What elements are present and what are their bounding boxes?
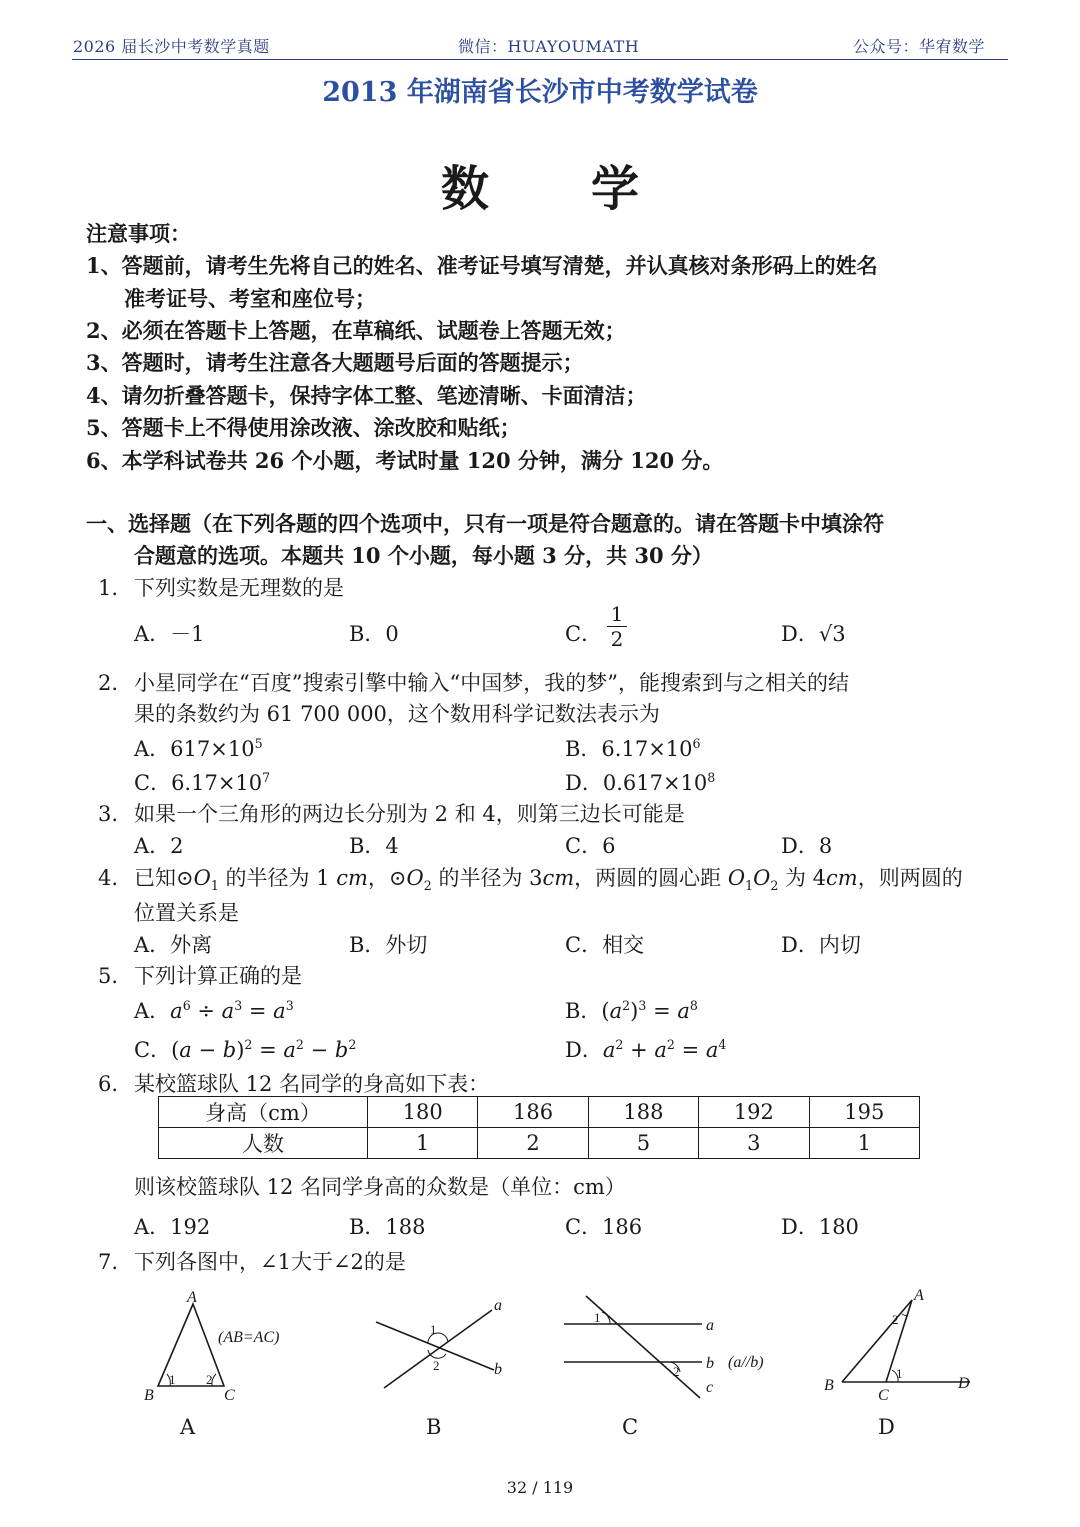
question-stem: 下列计算正确的是: [134, 964, 302, 988]
note-item: 1、答题前，请考生先将自己的姓名、准考证号填写清楚，并认真核对条形码上的姓名: [86, 253, 878, 278]
question-stem: 如果一个三角形的两边长分别为 2 和 4，则第三边长可能是: [134, 802, 685, 826]
question-2: [98, 667, 978, 697]
header-center: 微信：HUAYOUMATH: [458, 37, 640, 56]
note-item: 3、答题时，请考生注意各大题题号后面的答题提示；: [86, 350, 584, 375]
notes-heading: 注意事项：: [86, 221, 191, 246]
q2-option-c: C．$6.17\times 10^7$: [134, 770, 271, 795]
q2-option-b: B．$6.17\times 10^6$: [565, 736, 701, 761]
svg-text:C: C: [878, 1387, 889, 1404]
table-cell: 188: [588, 1097, 698, 1128]
question-3: [98, 798, 685, 828]
q5-option-b: B．$(a^2)^3 = a^8$: [565, 998, 698, 1023]
svg-text:(AB=AC): (AB=AC): [218, 1329, 280, 1346]
table-cell: 186: [478, 1097, 588, 1128]
question-stem: 下列实数是无理数的是: [134, 576, 344, 600]
svg-text:2: 2: [206, 1372, 213, 1387]
note-item: 4、请勿折叠答题卡，保持字体工整、笔迹清晰、卡面清洁；: [86, 383, 647, 408]
question-5: [98, 960, 302, 990]
heights-table: [158, 1096, 920, 1159]
svg-text:a: a: [706, 1317, 714, 1334]
svg-text:A: A: [914, 1288, 924, 1304]
header-left: 2026 届长沙中考数学真题: [73, 37, 270, 56]
svg-text:2: 2: [673, 1364, 680, 1379]
table-cell: 身高（cm）: [159, 1097, 368, 1128]
q4-option-c: C．相交: [565, 933, 645, 957]
note-item: 6、本学科试卷共 26 个小题，考试时量 120 分钟，满分 120 分。: [86, 448, 724, 473]
figure-label-d: D: [878, 1415, 895, 1439]
svg-text:B: B: [824, 1377, 834, 1394]
svg-text:a: a: [494, 1297, 502, 1314]
q6-option-a: A．192: [134, 1215, 211, 1239]
svg-text:D: D: [958, 1375, 970, 1392]
svg-text:c: c: [706, 1379, 714, 1396]
svg-text:b: b: [494, 1361, 502, 1378]
page-number: 32 / 119: [506, 1478, 574, 1497]
q1-fraction: [607, 603, 627, 650]
q4-option-d: D．内切: [781, 933, 861, 957]
svg-text:1: 1: [169, 1372, 176, 1387]
question-number: 4.: [98, 866, 119, 890]
question-6: [98, 1068, 489, 1098]
table-cell: 5: [588, 1128, 698, 1159]
doc-title: 2013 年湖南省长沙市中考数学试卷: [322, 77, 758, 108]
question-6-follow: 则该校篮球队 12 名同学身高的众数是（单位：cm）: [134, 1175, 626, 1199]
svg-text:1: 1: [594, 1310, 601, 1325]
table-cell: 192: [699, 1097, 809, 1128]
figure-a-diagram: [140, 1288, 310, 1408]
figure-label-a: A: [180, 1415, 196, 1439]
question-2-cont: 果的条数约为 61 700 000，这个数用科学记数法表示为: [134, 702, 660, 726]
question-number: 6.: [98, 1072, 119, 1096]
table-cell: 3: [699, 1128, 809, 1159]
question-stem: 下列各图中，∠1大于∠2的是: [134, 1250, 406, 1274]
figure-d-diagram: [820, 1288, 990, 1408]
q6-option-d: D．180: [781, 1215, 859, 1239]
q3-option-a: A．2: [134, 834, 184, 858]
q6-option-c: C．186: [565, 1215, 643, 1239]
q5-option-c: C．$(a - b)^2 = a^2 - b^2$: [134, 1037, 357, 1062]
q1-option-b: B．0: [349, 622, 399, 646]
fraction-denominator: 2: [610, 627, 624, 651]
q4-option-b: B．外切: [349, 933, 428, 957]
table-cell: 195: [809, 1097, 919, 1128]
question-4-cont: 位置关系是: [134, 901, 239, 925]
svg-text:A: A: [187, 1289, 197, 1306]
header-right: 公众号：华宥数学: [853, 37, 986, 56]
question-4: [98, 862, 978, 893]
q2-option-a: A．$617\times 10^5$: [134, 736, 263, 761]
q1-option-d: D．√3: [781, 622, 846, 646]
question-7: [98, 1246, 406, 1276]
question-stem: 已知$⊙O_1$ 的半径为 1 cm，$⊙O_2$ 的半径为 3cm，两圆的圆心距 $O_1O_2$ 为 4cm，则两圆的: [134, 866, 963, 894]
svg-text:B: B: [144, 1387, 154, 1404]
subject-title: 数学: [440, 161, 741, 217]
question-number: 7.: [98, 1250, 119, 1274]
q2-option-d: D．$0.617\times 10^8$: [565, 770, 716, 795]
q5-option-a: A．$a^6 \div a^3 = a^3$: [134, 998, 294, 1023]
q3-option-d: D．8: [781, 834, 833, 858]
figure-c-diagram: [560, 1288, 790, 1408]
question-1: [98, 572, 344, 602]
header-rule: [72, 59, 1008, 60]
svg-text:2: 2: [433, 1358, 440, 1373]
q1-option-a: A．－1: [134, 622, 205, 646]
q3-option-c: C．6: [565, 834, 616, 858]
q4-option-a: A．外离: [134, 933, 213, 957]
table-cell: 2: [478, 1128, 588, 1159]
svg-text:1: 1: [430, 1322, 437, 1337]
figure-b-diagram: [370, 1288, 520, 1398]
question-number: 1.: [98, 576, 119, 600]
table-cell: 1: [368, 1128, 478, 1159]
question-number: 2.: [98, 671, 119, 695]
table-cell: 人数: [159, 1128, 368, 1159]
q5-option-d: D．$a^2 + a^2 = a^4$: [565, 1037, 727, 1062]
q3-option-b: B．4: [349, 834, 399, 858]
note-item: 2、必须在答题卡上答题，在草稿纸、试题卷上答题无效；: [86, 318, 626, 343]
question-stem: 某校篮球队 12 名同学的身高如下表：: [134, 1072, 490, 1096]
svg-text:b: b: [706, 1355, 714, 1372]
section-heading-cont: 合题意的选项。本题共 10 个小题，每小题 3 分，共 30 分）: [134, 543, 713, 568]
table-cell: 180: [368, 1097, 478, 1128]
figure-label-b: B: [426, 1415, 442, 1439]
table-cell: 1: [809, 1128, 919, 1159]
q6-option-b: B．188: [349, 1215, 426, 1239]
figure-label-c: C: [622, 1415, 639, 1439]
question-number: 5.: [98, 964, 119, 988]
svg-text:1: 1: [896, 1366, 903, 1381]
q1-option-c: C．: [565, 622, 603, 646]
table-row: [159, 1097, 920, 1128]
question-stem: 小星同学在“百度”搜索引擎中输入“中国梦，我的梦”，能搜索到与之相关的结: [134, 671, 849, 695]
section-heading: 一、选择题（在下列各题的四个选项中，只有一项是符合题意的。请在答题卡中填涂符: [86, 511, 884, 536]
note-item: 准考证号、考室和座位号；: [124, 286, 376, 311]
fraction-numerator: 1: [610, 602, 624, 626]
note-item: 5、答题卡上不得使用涂改液、涂改胶和贴纸；: [86, 415, 521, 440]
svg-text:C: C: [224, 1387, 235, 1404]
table-row: [159, 1128, 920, 1159]
svg-text:(a//b): (a//b): [728, 1354, 764, 1371]
svg-text:2: 2: [892, 1312, 899, 1327]
question-number: 3.: [98, 802, 119, 826]
